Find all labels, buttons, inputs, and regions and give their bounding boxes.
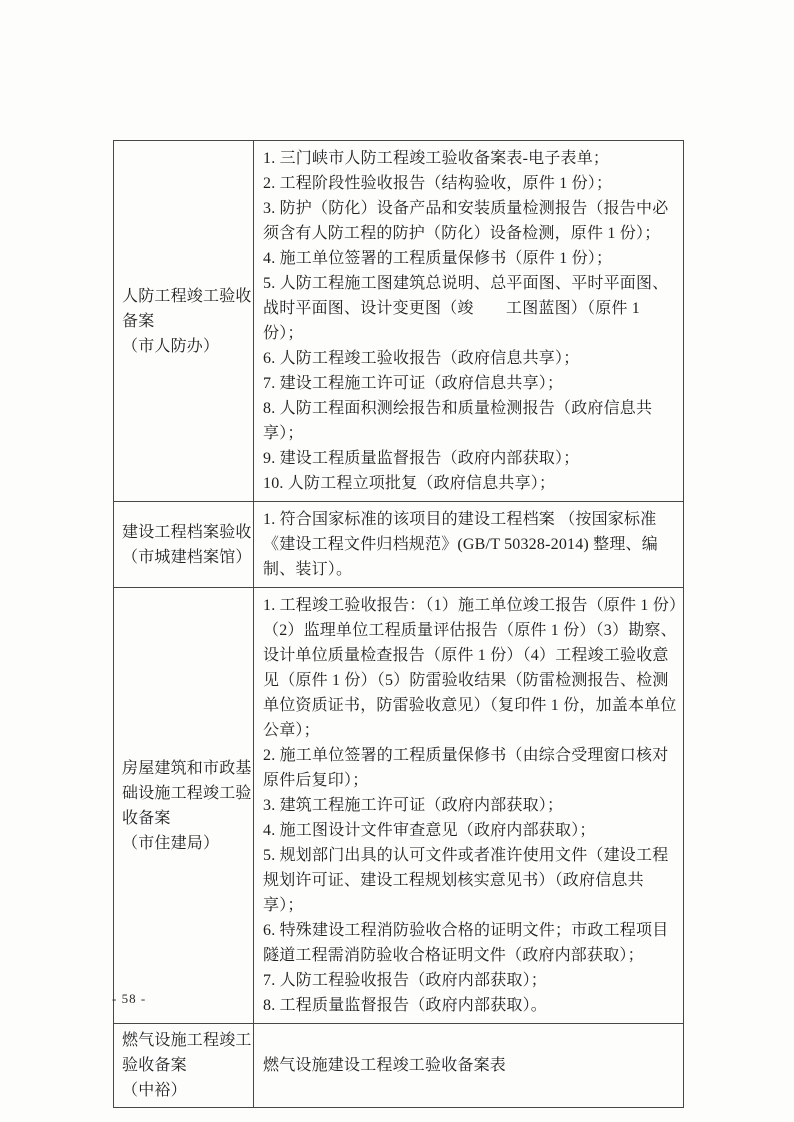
items-cell (254, 141, 684, 502)
requirement-item: 8. 工程质量监督报告（政府内部获取）。 (263, 997, 548, 1014)
requirement-item: 7. 人防工程验收报告（政府内部获取）； (263, 972, 548, 989)
items-cell (254, 588, 684, 1024)
requirement-item: 5. 人防工程施工图建筑总说明、总平面图、平时平面图、战时平面图、设计变更图（竣 工图蓝图）（原件 1 份）； (263, 275, 669, 342)
requirement-item: 2. 施工单位签署的工程质量保修书（由综合受理窗口核对原件后复印）； (263, 747, 669, 789)
category-line: （市城建档案馆） (122, 548, 252, 566)
requirement-item: 4. 施工单位签署的工程质量保修书（原件 1 份）； (263, 250, 613, 267)
category-line: （中裕） (122, 1082, 187, 1099)
category-line: 础设施工程竣工验 (122, 784, 252, 802)
category-line: 备案 (122, 312, 155, 330)
requirement-item: 6. 特殊建设工程消防验收合格的证明文件；市政工程项目隧道工程需消防验收合格证明文件（政府内部获取）； (263, 922, 669, 964)
table-row (114, 1024, 684, 1108)
requirement-item: 7. 建设工程施工许可证（政府信息共享）； (263, 375, 564, 392)
requirement-item: 3. 建筑工程施工许可证（政府内部获取）； (263, 797, 564, 814)
table-row (114, 588, 684, 1024)
category-cell (114, 588, 254, 1024)
category-line: 房屋建筑和市政基 (122, 759, 252, 777)
table-row (114, 141, 684, 502)
category-line: （市住建局） (122, 834, 220, 852)
category-line: 验收备案 (122, 1057, 187, 1074)
requirement-item: 9. 建设工程质量监督报告（政府内部获取）； (263, 450, 580, 467)
category-line: 燃气设施工程竣工 (122, 1032, 252, 1049)
category-line: 建设工程档案验收 (122, 523, 252, 541)
category-cell (114, 141, 254, 502)
category-cell (114, 1024, 254, 1108)
requirement-item: 4. 施工图设计文件审查意见（政府内部获取）； (263, 822, 596, 839)
requirement-item: 6. 人防工程竣工验收报告（政府信息共享）； (263, 350, 580, 367)
page-number: - 58 - (112, 991, 147, 1006)
category-cell (114, 502, 254, 588)
requirement-item: 1. 工程竣工验收报告：（1）施工单位竣工报告（原件 1 份）（2）监理单位工程质量评估报告（原件 1 份）（3）勘察、设计单位质量检查报告（原件 1 份）（4）工程竣工验收意见（原件 1 份）（5）防雷验收结果（防雷检测报告、检测单位资质证书，防雷验收意见）（复印件 1 份，加盖本单位公章）； (263, 597, 678, 739)
category-line: 收备案 (122, 809, 171, 827)
requirement-item: 10. 人防工程立项批复（政府信息共享）； (263, 475, 556, 492)
requirement-item: 2. 工程阶段性验收报告（结构验收，原件 1 份）； (263, 175, 613, 192)
category-line: 人防工程竣工验收 (122, 287, 252, 305)
category-line: （市人防办） (122, 337, 220, 355)
items-cell (254, 1024, 684, 1108)
requirement-item: 5. 规划部门出具的认可文件或者准许使用文件（建设工程规划许可证、建设工程规划核实意见书）（政府信息共享）； (263, 847, 669, 914)
requirement-item: 1. 符合国家标准的该项目的建设工程档案 （按国家标准《建设工程文件归档规范》(GB/T 50328-2014) 整理、编制、装订）。 (263, 511, 658, 578)
acceptance-filing-table (113, 140, 684, 1108)
requirement-item: 3. 防护（防化）设备产品和安装质量检测报告（报告中必须含有人防工程的防护（防化）设备检测，原件 1 份）； (263, 200, 669, 242)
requirement-item: 8. 人防工程面积测绘报告和质量检测报告（政府信息共享）； (263, 400, 653, 442)
table-row (114, 502, 684, 588)
items-cell (254, 502, 684, 588)
requirement-item: 燃气设施建设工程竣工验收备案表 (263, 1057, 507, 1074)
requirement-item: 1. 三门峡市人防工程竣工验收备案表-电子表单； (263, 150, 610, 167)
